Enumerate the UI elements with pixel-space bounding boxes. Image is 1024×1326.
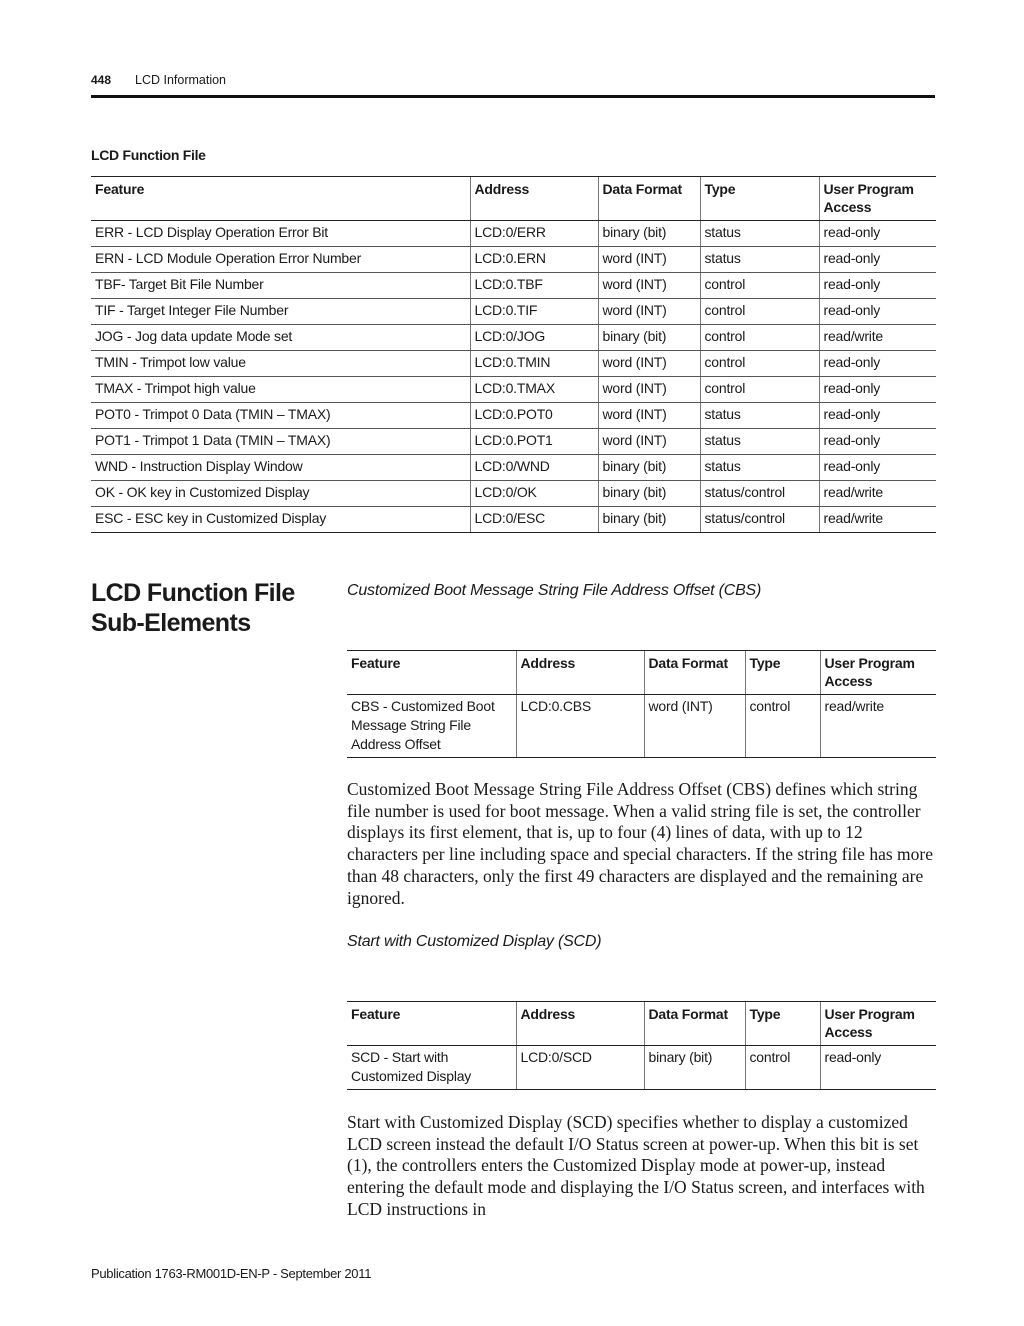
table-cell: ERR - LCD Display Operation Error Bit <box>91 221 470 247</box>
table-cell: control <box>745 1046 820 1090</box>
table-cell: read/write <box>819 507 936 533</box>
table-cell: LCD:0/SCD <box>516 1046 644 1090</box>
table-cell: read/write <box>819 481 936 507</box>
column-header: Feature <box>347 1002 516 1046</box>
table-cell: control <box>700 299 819 325</box>
section-heading <box>91 578 331 638</box>
table-cell: control <box>700 351 819 377</box>
table-cell: read-only <box>819 403 936 429</box>
table-cell: status <box>700 429 819 455</box>
table-cell: TMIN - Trimpot low value <box>91 351 470 377</box>
table-row <box>347 695 936 758</box>
table-cell: LCD:0.POT1 <box>470 429 598 455</box>
column-header: Data Format <box>598 177 700 221</box>
table-row <box>91 403 936 429</box>
table-cell: LCD:0.TMIN <box>470 351 598 377</box>
table-cell: TIF - Target Integer File Number <box>91 299 470 325</box>
table-cell: ERN - LCD Module Operation Error Number <box>91 247 470 273</box>
table-cell: control <box>700 325 819 351</box>
column-header: Type <box>745 651 820 695</box>
column-header: Data Format <box>644 651 745 695</box>
table-cell: binary (bit) <box>644 1046 745 1090</box>
table-cell: word (INT) <box>598 351 700 377</box>
table-cell: read-only <box>819 429 936 455</box>
table-cell: read-only <box>819 221 936 247</box>
running-header-title: LCD Information <box>135 73 227 87</box>
table-row <box>91 377 936 403</box>
table-cell: POT1 - Trimpot 1 Data (TMIN – TMAX) <box>91 429 470 455</box>
cbs-table-body <box>347 695 936 758</box>
column-header: Address <box>516 651 644 695</box>
table-cell: binary (bit) <box>598 481 700 507</box>
table-cell: JOG - Jog data update Mode set <box>91 325 470 351</box>
table-cell: LCD:0.TMAX <box>470 377 598 403</box>
table-cell: status <box>700 221 819 247</box>
cbs-table <box>347 650 936 758</box>
column-header: User Program Access <box>820 651 936 695</box>
table-row <box>91 299 936 325</box>
table-cell: LCD:0/OK <box>470 481 598 507</box>
column-header: Feature <box>347 651 516 695</box>
lcd-function-file-table <box>91 176 936 533</box>
table-row <box>91 273 936 299</box>
header-rule <box>91 95 935 98</box>
column-header: Type <box>700 177 819 221</box>
table-cell: LCD:0/ESC <box>470 507 598 533</box>
table-cell: WND - Instruction Display Window <box>91 455 470 481</box>
main-table-body <box>91 221 936 533</box>
column-header: Data Format <box>644 1002 745 1046</box>
table-cell: LCD:0/JOG <box>470 325 598 351</box>
table-cell: SCD - Start with Customized Display <box>347 1046 516 1090</box>
table-cell: word (INT) <box>598 377 700 403</box>
column-header: Address <box>470 177 598 221</box>
section-heading-line: LCD Function File <box>91 579 295 607</box>
table-cell: status <box>700 455 819 481</box>
table-cell: word (INT) <box>644 695 745 758</box>
table-cell: word (INT) <box>598 247 700 273</box>
table-cell: OK - OK key in Customized Display <box>91 481 470 507</box>
table-cell: LCD:0.TBF <box>470 273 598 299</box>
table-cell: word (INT) <box>598 273 700 299</box>
table-row <box>91 325 936 351</box>
table-cell: status <box>700 403 819 429</box>
table-cell: status/control <box>700 507 819 533</box>
section-heading-line: Sub-Elements <box>91 609 251 637</box>
table-row <box>91 507 936 533</box>
table-row <box>91 351 936 377</box>
table-row <box>347 1046 936 1090</box>
table-cell: LCD:0.POT0 <box>470 403 598 429</box>
table-cell: LCD:0.ERN <box>470 247 598 273</box>
table-cell: read-only <box>819 455 936 481</box>
main-table-title: LCD Function File <box>91 147 206 163</box>
table-cell: read-only <box>819 377 936 403</box>
scd-table-body <box>347 1046 936 1090</box>
page-number: 448 <box>91 73 112 87</box>
table-row <box>91 221 936 247</box>
table-row <box>91 455 936 481</box>
scd-table <box>347 1001 936 1090</box>
scd-subheading: Start with Customized Display (SCD) <box>347 933 602 950</box>
table-cell: read-only <box>819 247 936 273</box>
table-header-row <box>347 1002 936 1046</box>
table-header-row <box>91 177 936 221</box>
table-cell: POT0 - Trimpot 0 Data (TMIN – TMAX) <box>91 403 470 429</box>
table-cell: LCD:0/ERR <box>470 221 598 247</box>
table-cell: LCD:0.TIF <box>470 299 598 325</box>
table-cell: read-only <box>820 1046 936 1090</box>
page-footer: Publication 1763-RM001D-EN-P - September 2011 <box>91 1266 372 1281</box>
scd-description: Start with Customized Display (SCD) specifies whether to display a customized LCD screen instead the default I/O Status screen at power-up. When this bit is set (1), the controllers enters the Customized Display mode at power-up, instead entering the default mode and displaying the I/O Status screen, and interfaces with LCD instructions in <box>347 1112 925 1219</box>
table-cell: control <box>700 273 819 299</box>
table-cell: read-only <box>819 273 936 299</box>
table-cell: status/control <box>700 481 819 507</box>
table-cell: binary (bit) <box>598 325 700 351</box>
table-cell: word (INT) <box>598 299 700 325</box>
table-cell: read/write <box>819 325 936 351</box>
table-cell: LCD:0/WND <box>470 455 598 481</box>
column-header: Type <box>745 1002 820 1046</box>
table-cell: LCD:0.CBS <box>516 695 644 758</box>
table-cell: read-only <box>819 351 936 377</box>
table-cell: read/write <box>820 695 936 758</box>
table-cell: binary (bit) <box>598 221 700 247</box>
table-cell: ESC - ESC key in Customized Display <box>91 507 470 533</box>
table-row <box>91 481 936 507</box>
table-cell: TBF- Target Bit File Number <box>91 273 470 299</box>
column-header: Feature <box>91 177 470 221</box>
table-cell: control <box>700 377 819 403</box>
column-header: User Program Access <box>820 1002 936 1046</box>
table-row <box>91 247 936 273</box>
cbs-subheading: Customized Boot Message String File Address Offset (CBS) <box>347 582 762 599</box>
table-cell: binary (bit) <box>598 455 700 481</box>
column-header: Address <box>516 1002 644 1046</box>
table-row <box>91 429 936 455</box>
table-cell: CBS - Customized Boot Message String File Address Offset <box>347 695 516 758</box>
table-cell: binary (bit) <box>598 507 700 533</box>
cbs-description: Customized Boot Message String File Address Offset (CBS) defines which string file number is used for boot message. When a valid string file is set, the controller displays its first element, that is, up to four (4) lines of data, with up to 12 characters per line including space and special characters. If the string file has more than 48 characters, only the first 49 characters are displayed and the remaining are ignored. <box>347 779 933 908</box>
table-cell: status <box>700 247 819 273</box>
table-cell: control <box>745 695 820 758</box>
table-cell: word (INT) <box>598 429 700 455</box>
table-cell: word (INT) <box>598 403 700 429</box>
table-cell: TMAX - Trimpot high value <box>91 377 470 403</box>
table-header-row <box>347 651 936 695</box>
table-cell: read-only <box>819 299 936 325</box>
column-header: User Program Access <box>819 177 936 221</box>
